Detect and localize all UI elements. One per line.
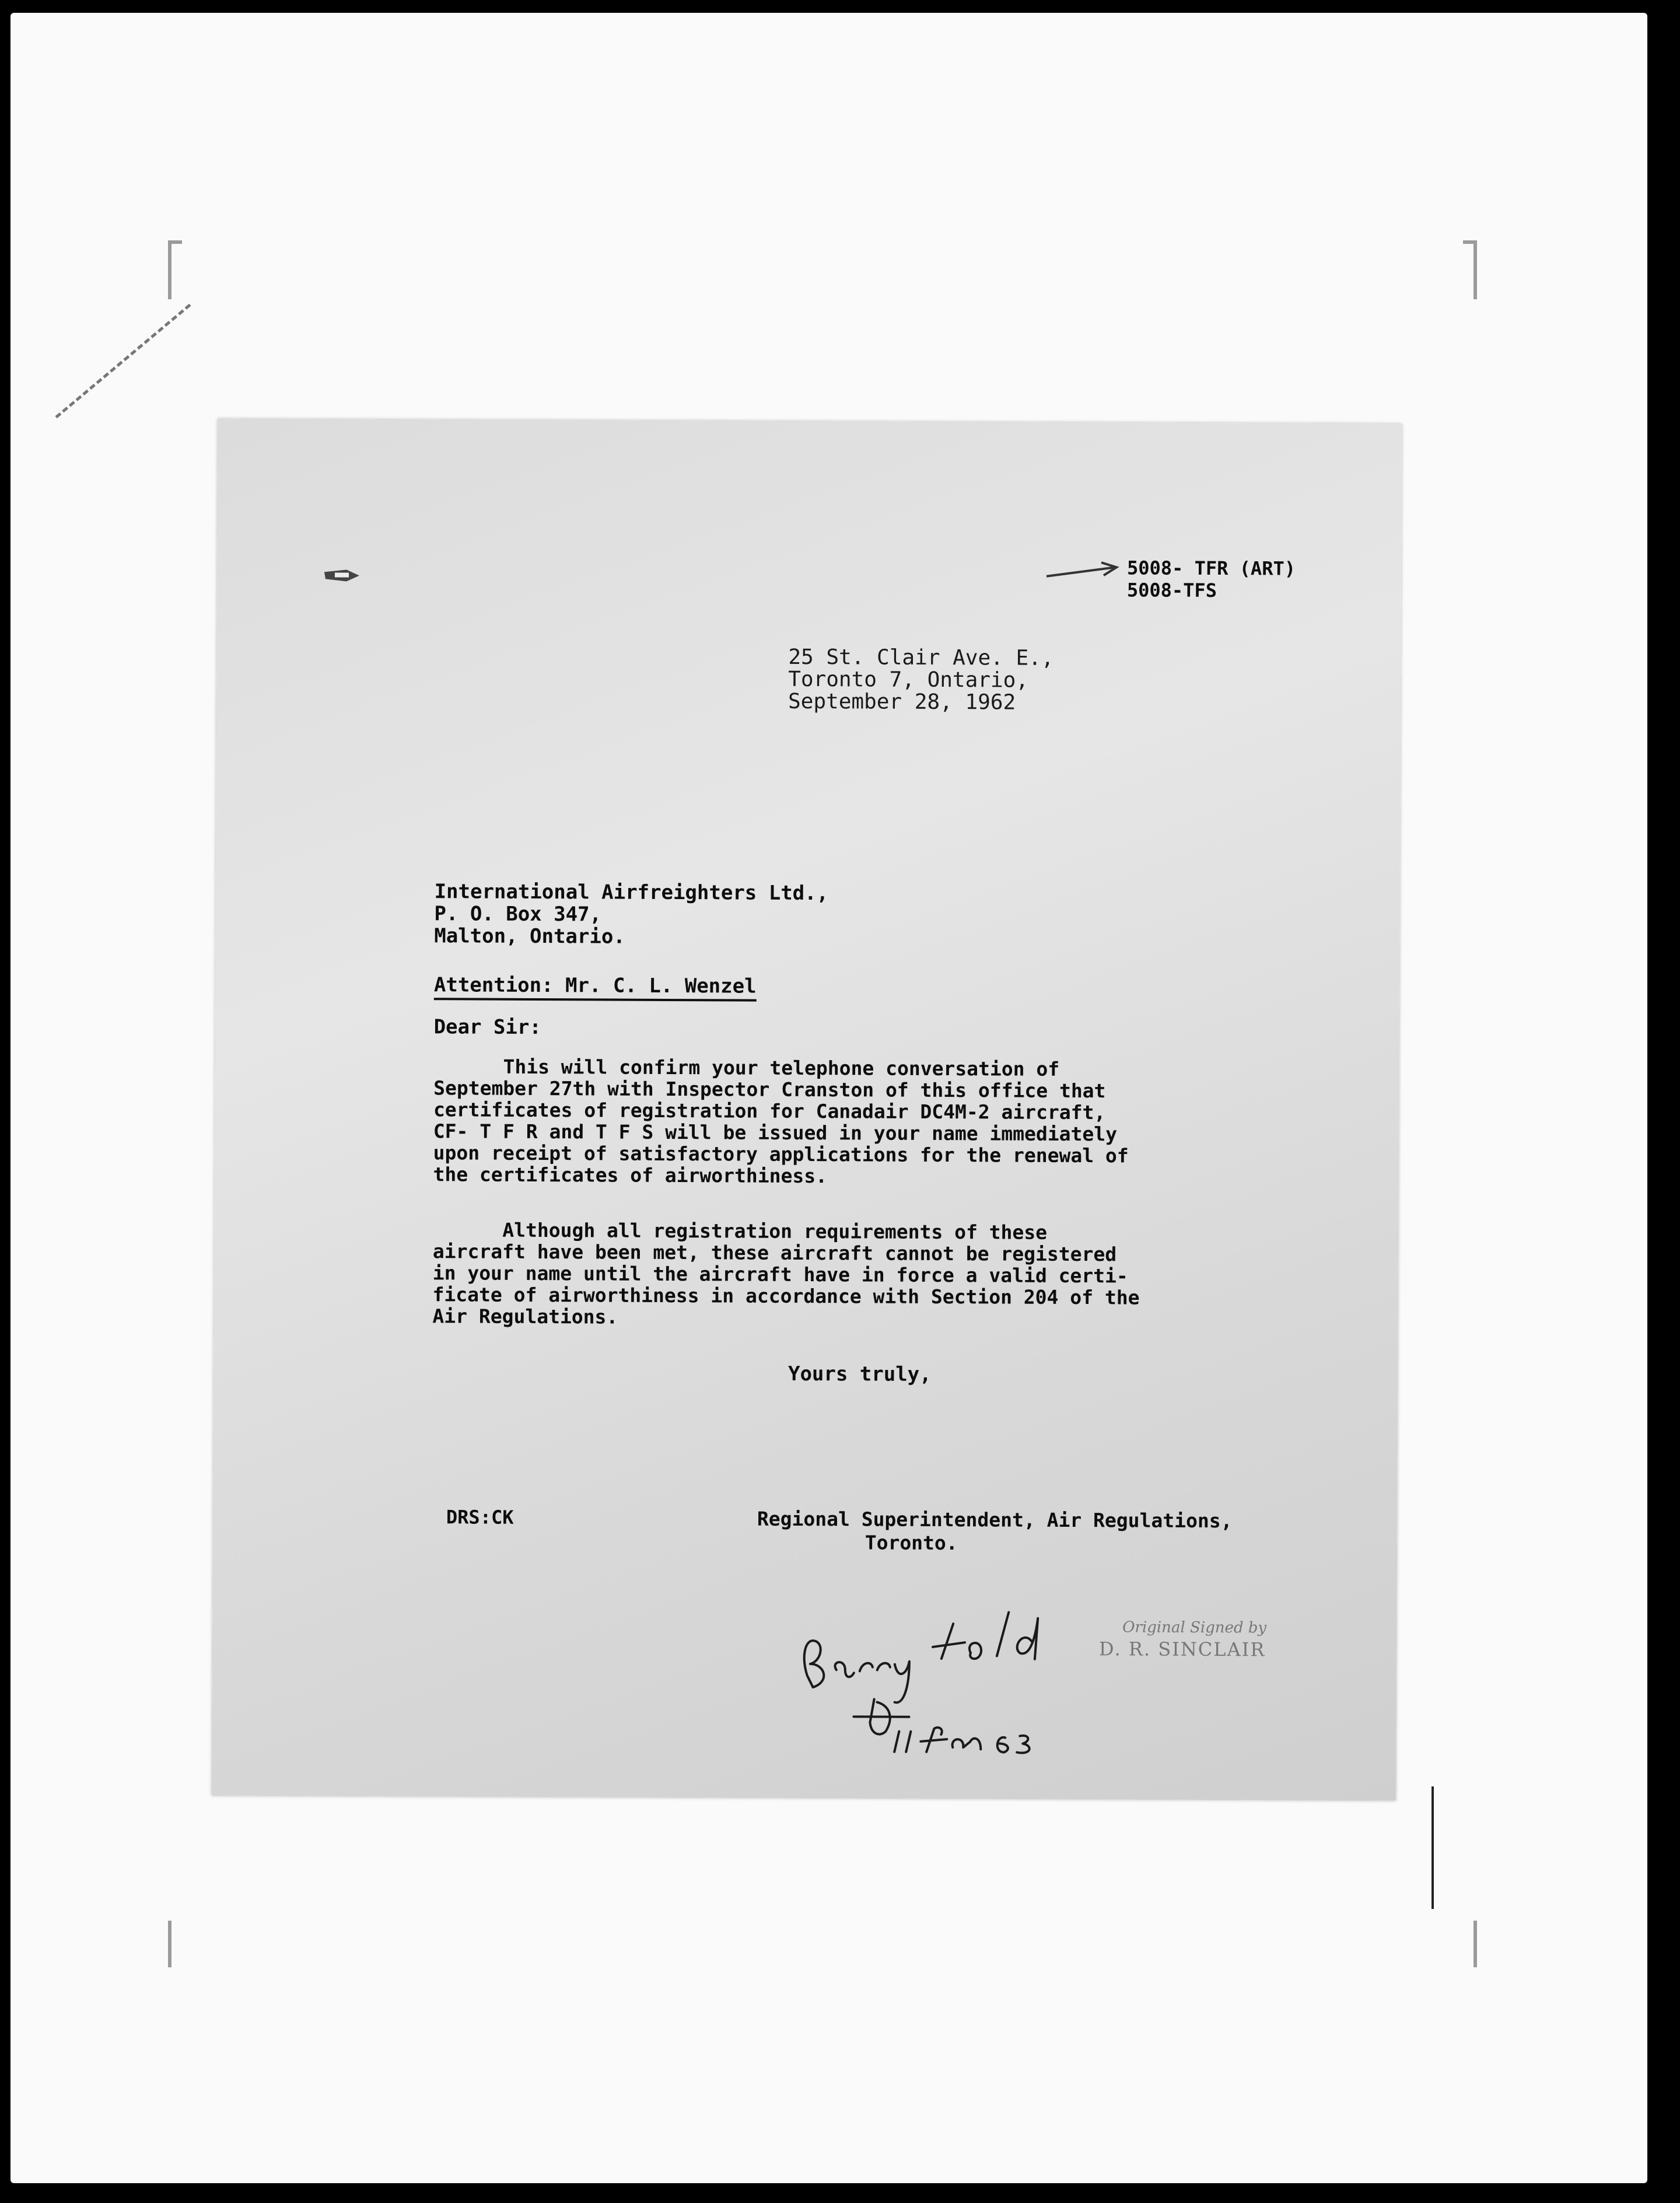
attention-text: Attention: Mr. C. L. Wenzel xyxy=(434,973,757,1001)
sender-address-line-2: Toronto 7, Ontario, xyxy=(788,667,1029,693)
body-paragraph-1 xyxy=(433,1055,1129,1188)
complimentary-close: Yours truly, xyxy=(788,1362,932,1386)
paragraph-line: certificates of registration for Canadair DC4M-2 aircraft, xyxy=(433,1098,1106,1124)
attention-line xyxy=(434,974,757,997)
file-reference-line-1: 5008- TFR (ART) xyxy=(1126,557,1296,580)
letter-date: September 28, 1962 xyxy=(788,689,1016,715)
paragraph-line: aircraft have been met, these aircraft cannot be registered xyxy=(432,1240,1117,1266)
signer-title: Regional Superintendent, Air Regulations, xyxy=(757,1507,1233,1533)
typist-initials: DRS:CK xyxy=(446,1506,514,1529)
paragraph-line: September 27th with Inspector Cranston of this office that xyxy=(433,1076,1106,1103)
recipient-address xyxy=(434,880,828,949)
body-paragraph-2 xyxy=(432,1219,1140,1330)
paragraph-line: upon receipt of satisfactory applications for the renewal of xyxy=(433,1141,1129,1167)
signature-block xyxy=(757,1508,1233,1557)
crop-mark-top-left xyxy=(168,240,182,299)
crop-mark-bottom-left xyxy=(168,1921,182,1967)
signature-stamp xyxy=(1099,1617,1266,1661)
handwritten-note xyxy=(795,1606,1122,1782)
file-reference xyxy=(1127,557,1296,602)
crop-mark-top-right xyxy=(1463,240,1477,299)
fold-crease xyxy=(55,303,193,421)
paragraph-line: ficate of airworthiness in accordance with Section 204 of the xyxy=(432,1283,1140,1309)
paragraph-line: the certificates of airworthiness. xyxy=(433,1163,828,1188)
stamp-line-1: Original Signed by xyxy=(1122,1618,1267,1637)
margin-rule xyxy=(1432,1786,1434,1909)
file-reference-line-2: 5008-TFS xyxy=(1126,579,1217,602)
recipient-city: Malton, Ontario. xyxy=(434,924,625,949)
sender-address-line-1: 25 St. Clair Ave. E., xyxy=(788,645,1054,670)
sender-address xyxy=(788,646,1054,714)
crop-mark-bottom-right xyxy=(1463,1921,1477,1967)
paragraph-line: Air Regulations. xyxy=(432,1305,618,1328)
signer-location: Toronto. xyxy=(864,1531,958,1555)
arrow-icon xyxy=(1045,559,1121,583)
salutation: Dear Sir: xyxy=(433,1015,541,1040)
stamp-line-2: D. R. SINCLAIR xyxy=(1098,1638,1266,1661)
letter-sheet xyxy=(212,419,1402,1801)
paragraph-line: in your name until the aircraft have in force a valid certi- xyxy=(432,1261,1128,1288)
paragraph-line: This will confirm your telephone conversation of xyxy=(433,1055,1060,1080)
recipient-name: International Airfreighters Ltd., xyxy=(434,880,829,905)
paper-clip-mark xyxy=(323,564,364,587)
recipient-box: P. O. Box 347, xyxy=(434,902,602,926)
paragraph-line: Although all registration requirements of these xyxy=(433,1218,1048,1244)
photo-frame xyxy=(10,13,1647,2183)
paragraph-line: CF- T F R and T F S will be issued in your name immediately xyxy=(433,1120,1118,1146)
